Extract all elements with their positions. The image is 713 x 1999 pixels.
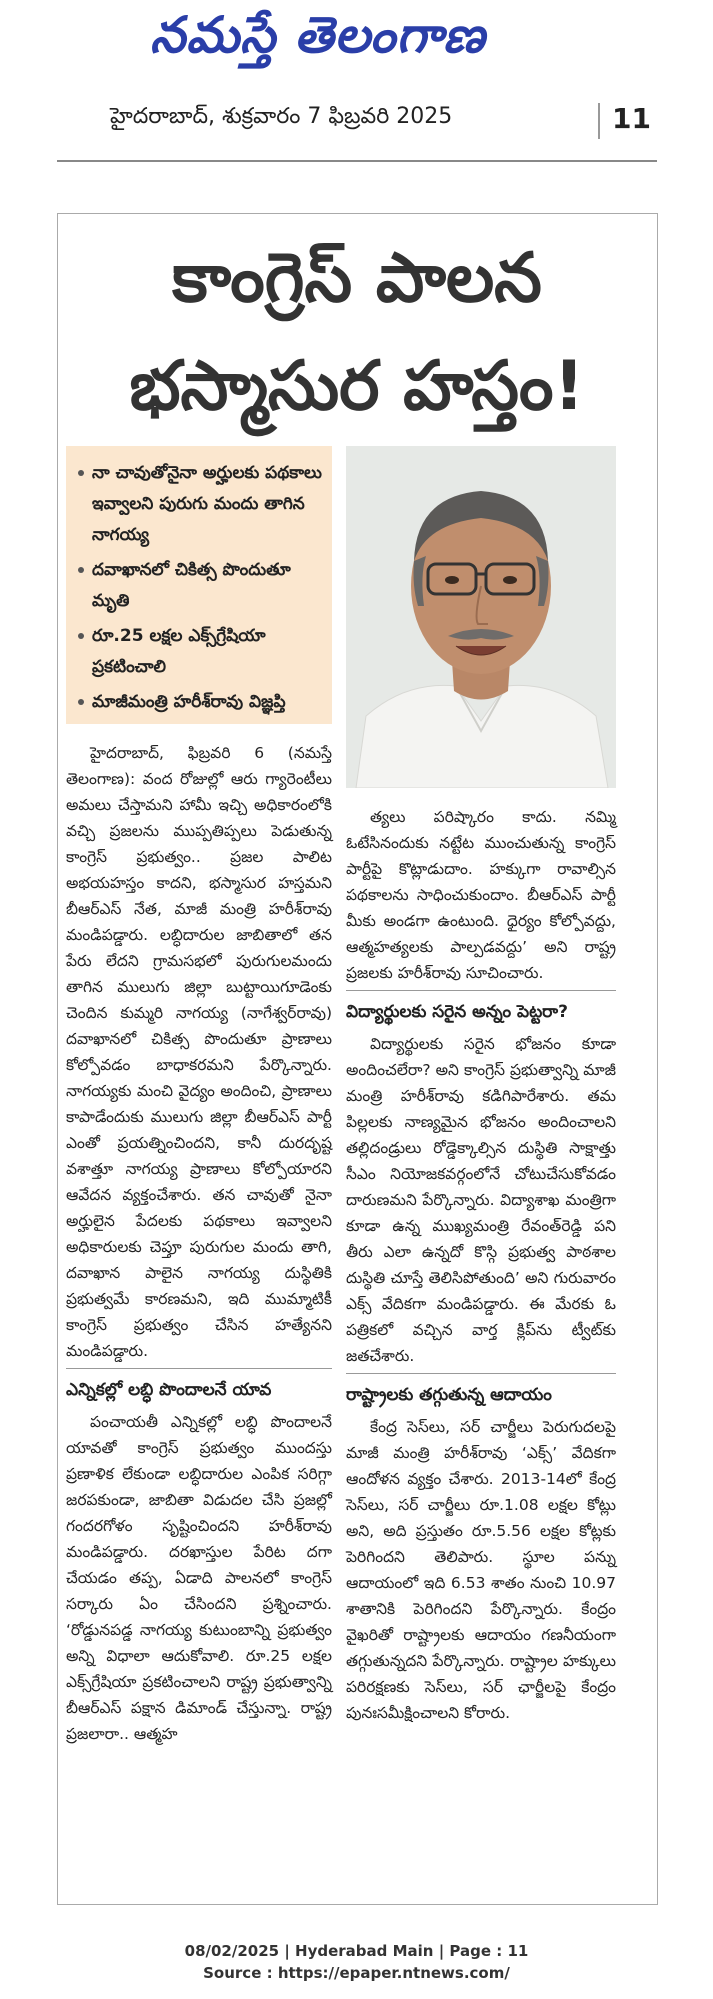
footer-edition-line: 08/02/2025 | Hyderabad Main | Page : 11	[184, 1942, 529, 1960]
subheading: ఎన్నికల్లో లబ్ధి పొందాలనే యావ	[66, 1380, 272, 1400]
page-number: 11	[612, 102, 651, 135]
masthead	[0, 0, 713, 135]
highlight-item: దవాఖానలో చికిత్స పొందుతూ మృతి	[76, 555, 322, 617]
footer-source-link[interactable]: Source : https://epaper.ntnews.com/	[203, 1964, 510, 1982]
subhead-divider	[346, 990, 616, 991]
headline-line-2: భస్మాసుర హస్తం!	[129, 347, 585, 426]
portrait-illustration	[346, 446, 616, 788]
subheading: విద్యార్థులకు సరైన అన్నం పెట్టరా?	[346, 1002, 568, 1022]
paragraph: విద్యార్థులకు సరైన భోజనం కూడా అందించలేరా? అని కాంగ్రెస్ ప్రభుత్వాన్ని మాజీ మంత్రి హరీశ్‌రావు కడిగిపారేశారు. తమ పిల్లలకు నాణ్యమైన భోజనం అందించాలని తల్లిదండ్రులు రోడ్డెక్కాల్సిన దుస్థితి సాక్షాత్తు సీఎం నియోజకవర్గంలోనే చోటుచేసుకోవడం దారుణమని పేర్కొన్నారు. విద్యాశాఖ మంత్రిగా కూడా ఉన్న ముఖ్యమంత్రి రేవంత్‌రెడ్డి పని తీరు ఎలా ఉన్నదో కొస్గి ప్రభుత్వ పాఠశాల దుస్థితి చూస్తే తెలిసిపోతుంది’ అని గురువారం ఎక్స్ వేదికగా మండిపడ్డారు. ఈ మేరకు ఓ పత్రికలో వచ్చిన వార్త క్లిప్‌ను ట్వీట్‌కు జతచేశారు.	[346, 1035, 616, 1365]
subheading: రాష్ట్రాలకు తగ్గుతున్న ఆదాయం	[346, 1385, 552, 1405]
paragraph: కేంద్ర సెస్‌లు, సర్ చార్జీలు పెరుగుదలపై మాజీ మంత్రి హరీశ్‌రావు ‘ఎక్స్’ వేదికగా ఆందోళన వ్యక్తం చేశారు. 2013-14లో కేంద్ర సెస్‌లు, సర్ చార్జీలు రూ.1.08 లక్షల కోట్లు అని, అది ప్రస్తుతం రూ.5.56 లక్షల కోట్లకు పెరిగిందని తెలిపారు. స్థూల పన్ను ఆదాయంలో ఇది 6.53 శాతం నుంచి 10.97 శాతానికి పెరిగిందని పేర్కొన్నారు. కేంద్రం వైఖరితో రాష్ట్రాలకు ఆదాయం గణనీయంగా తగ్గుతున్నదని పేర్కొన్నారు. రాష్ట్రాల హక్కులు పరిరక్షణకు సెస్‌లు, సర్ ఛార్జీలపై కేంద్రం పునఃసమీక్షించాలని కోరారు.	[346, 1418, 616, 1722]
highlight-item: నా చావుతోనైనా అర్హులకు పథకాలు ఇవ్వాలని పురుగు మందు తాగిన నాగయ్య	[76, 458, 322, 551]
paragraph: త్యలు పరిష్కారం కాదు. నమ్మి ఓటేసినందుకు నట్టేట ముంచుతున్న కాంగ్రెస్ పార్టీపై కొట్లాడుదాం. హక్కుగా రావాల్సిన పథకాలను సాధించుకుందాం. బీఆర్ఎస్ పార్టీ మీకు అండగా ఉంటుంది. ధైర్యం కోల్పోవద్దు, ఆత్మహత్యలకు పాల్పడవద్దు’ అని రాష్ట్ర ప్రజలకు హరీశ్‌రావు సూచించారు.	[346, 808, 616, 982]
highlight-item: రూ.25 లక్షల ఎక్స్‌గ్రేషియా ప్రకటించాలి	[76, 621, 322, 683]
highlights-box	[66, 446, 332, 724]
header-rule	[57, 160, 657, 162]
newspaper-logo: నమస్తే తెలంగాణ	[150, 6, 486, 64]
article-column-2	[346, 804, 616, 1726]
portrait-photo	[346, 446, 616, 788]
paragraph: హైదరాబాద్, ఫిబ్రవరి 6 (నమస్తే తెలంగాణ): వంద రోజుల్లో ఆరు గ్యారెంటీలు అమలు చేస్తామని హామీ ఇచ్చి అధికారంలోకి వచ్చి ప్రజలను ముప్పతిప్పలు పెడుతున్న కాంగ్రెస్ ప్రభుత్వం.. ప్రజల పాలిట అభయహస్తం కాదని, భస్మాసుర హస్తమని బీఆర్ఎస్ నేత, మాజీ మంత్రి హరీశ్‌రావు మండిపడ్డారు. లబ్ధిదారుల జాబితాలో తన పేరు లేదని గ్రామసభలో పురుగులమందు తాగిన ములుగు జిల్లా బుట్టాయిగూడెంకు చెందిన కుమ్మరి నాగయ్య (నాగేశ్వర్‌రావు) దవాఖానలో చికిత్స పొందుతూ ప్రాణాలు కోల్పోవడం బాధాకరమని పేర్కొన్నారు. నాగయ్యకు మంచి వైద్యం అందించి, ప్రాణాలు కాపాడేందుకు ములుగు జిల్లా బీఆర్ఎస్ పార్టీ ఎంతో ప్రయత్నించిందని, కానీ దురదృష్ట వశాత్తూ నాగయ్య ప్రాణాలు కోల్పోయారని ఆవేదన వ్యక్తంచేశారు. తన చావుతో నైనా అర్హులైన పేదలకు పథకాలు ఇవ్వాలని అధికారులకు చెప్తూ పురుగుల మందు తాగి, దవాఖాన పాలైన నాగయ్య దుస్థితికి ప్రభుత్వమే కారణమని, ఇది ముమ్మాటికీ కాంగ్రెస్ ప్రభుత్వం చేసిన హత్యేనని మండిపడ్డారు.	[66, 744, 332, 1360]
page-footer	[0, 1940, 713, 1984]
highlight-item: మాజీమంత్రి హరీశ్‌రావు విజ్ఞప్తి	[76, 687, 322, 718]
headline-line-1: కాంగ్రెస్ పాలన	[172, 239, 542, 318]
subhead-divider	[346, 1373, 616, 1374]
article-column-1	[66, 740, 332, 1747]
subhead-divider	[66, 1368, 332, 1369]
paragraph: పంచాయతీ ఎన్నికల్లో లబ్ధి పొందాలనే యావతో కాంగ్రెస్ ప్రభుత్వం ముందస్తు ప్రణాళిక లేకుండా లబ్ధిదారుల ఎంపిక సరిగ్గా జరపకుండా, జాబితా విడుదల చేసి ప్రజల్లో గందరగోళం సృష్టించిందని హరీశ్‌రావు మండిపడ్డారు. దరఖాస్తుల పేరిట దగా చేయడం తప్ప, ఏడాది పాలనలో కాంగ్రెస్ సర్కారు ఏం చేసిందని ప్రశ్నించారు. ‘రోడ్డునపడ్డ నాగయ్య కుటుంబాన్ని ప్రభుత్వం అన్ని విధాలా ఆదుకోవాలి. రూ.25 లక్షల ఎక్స్‌గ్రేషియా ప్రకటించాలని రాష్ట్ర ప్రభుత్వాన్ని బీఆర్ఎస్ పక్షాన డిమాండ్ చేస్తున్నా. రాష్ట్ర ప్రజలారా.. ఆత్మహ	[66, 1413, 332, 1743]
article-headline	[57, 225, 657, 441]
dateline-divider	[598, 103, 600, 139]
dateline: హైదరాబాద్, శుక్రవారం 7 ఫిబ్రవరి 2025	[110, 104, 453, 129]
